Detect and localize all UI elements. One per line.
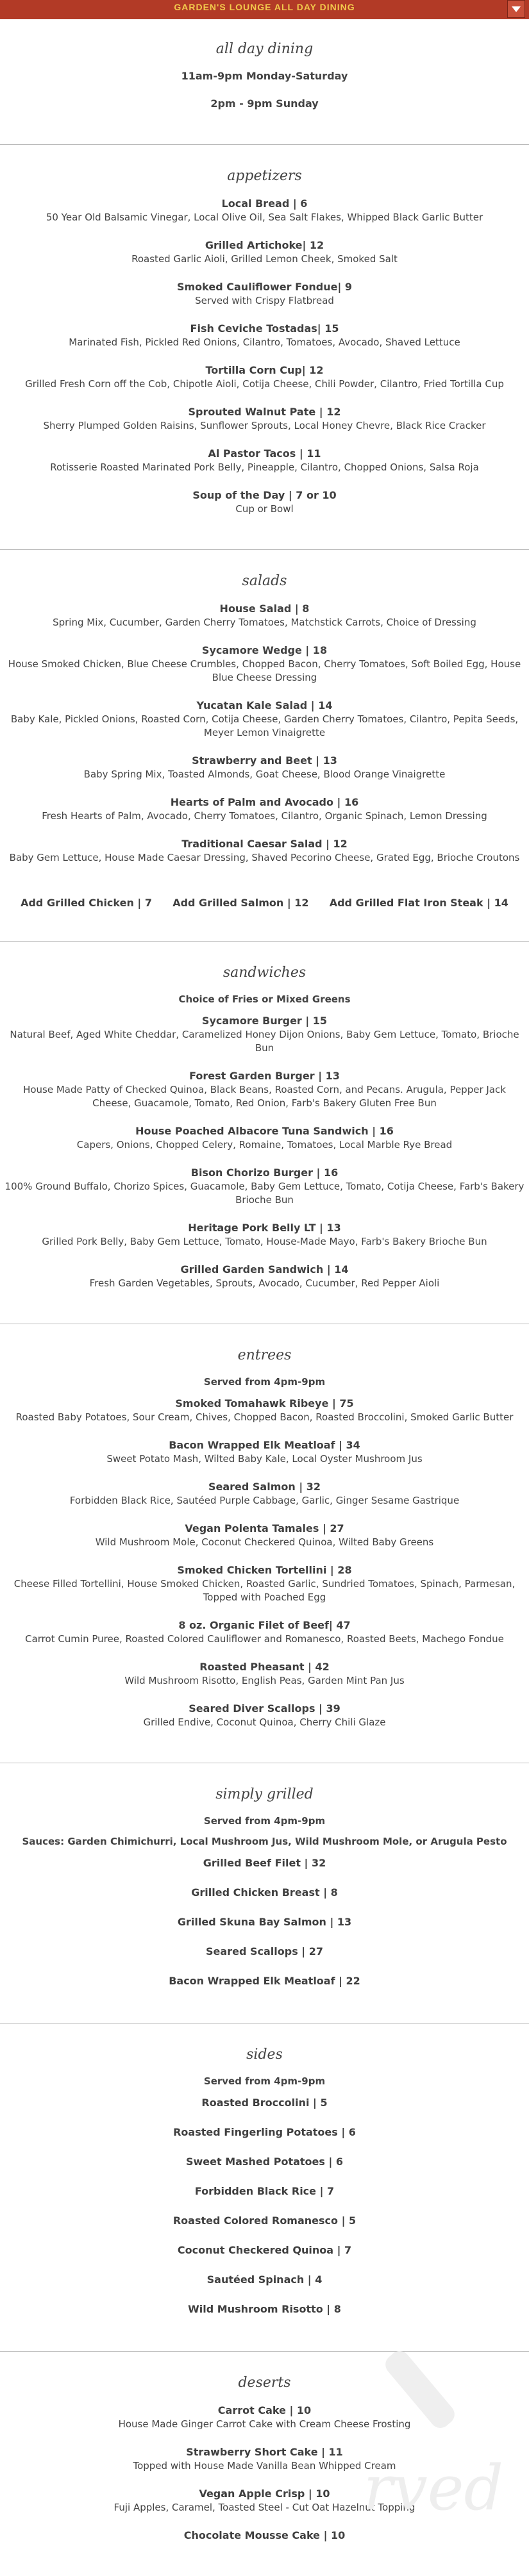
menu-item xyxy=(0,1480,529,1508)
item-name: Roasted Pheasant | 42 xyxy=(199,1661,330,1673)
section-note: Served from 4pm-9pm xyxy=(203,1376,326,1388)
section-title: salads xyxy=(242,573,287,589)
item-desc: Sherry Plumped Golden Raisins, Sunflower Sprouts, Local Honey Chevre, Black Rice Cracker xyxy=(43,420,486,431)
menu-item xyxy=(0,1974,529,1988)
item-desc: 100% Ground Buffalo, Chorizo Spices, Guacamole, Baby Gem Lettuce, Tomato, Cotija Cheese, Farb's Bakery Brioche Bun xyxy=(4,1181,525,1206)
page-title: GARDEN'S LOUNGE ALL DAY DINING xyxy=(174,2,355,12)
menu-item xyxy=(0,699,529,740)
section-entrees xyxy=(0,1324,529,1763)
item-name: Bacon Wrapped Elk Meatloaf | 22 xyxy=(169,1975,360,1987)
section-title: sides xyxy=(246,2047,283,2063)
menu-item xyxy=(0,280,529,308)
item-name: Seared Salmon | 32 xyxy=(208,1481,321,1493)
menu-item xyxy=(0,644,529,685)
item-desc: Grilled Pork Belly, Baby Gem Lettuce, Tomato, House-Made Mayo, Farb's Bakery Brioche Bun xyxy=(42,1236,487,1247)
item-name: Traditional Caesar Salad | 12 xyxy=(181,838,348,850)
item-name: Heritage Pork Belly LT | 13 xyxy=(188,1222,341,1234)
item-desc: Grilled Fresh Corn off the Cob, Chipotle Aioli, Cotija Cheese, Chili Powder, Cilantro, Fried Tortilla Cup xyxy=(25,378,504,390)
item-name: Seared Scallops | 27 xyxy=(206,1945,323,1957)
section-sandwiches xyxy=(0,941,529,1324)
item-name: Vegan Apple Crisp | 10 xyxy=(199,2488,330,2500)
section-note: Served from 4pm-9pm xyxy=(203,2075,326,2087)
menu-item xyxy=(0,1069,529,1110)
item-name: Bacon Wrapped Elk Meatloaf | 34 xyxy=(169,1439,360,1451)
item-desc: Roasted Baby Potatoes, Sour Cream, Chives, Chopped Bacon, Roasted Broccolini, Smoked Garlic Butter xyxy=(15,1411,514,1423)
menu-item xyxy=(0,1702,529,1729)
addon-item: Add Grilled Salmon | 12 xyxy=(172,897,309,909)
item-desc: 50 Year Old Balsamic Vinegar, Local Olive Oil, Sea Salt Flakes, Whipped Black Garlic Butter xyxy=(46,212,483,223)
item-name: Smoked Chicken Tortellini | 28 xyxy=(177,1564,352,1576)
menu-item xyxy=(0,2096,529,2110)
item-name: Sycamore Wedge | 18 xyxy=(201,644,328,656)
menu-item xyxy=(0,1522,529,1549)
menu-item xyxy=(0,2155,529,2169)
chevron-down-icon xyxy=(512,6,521,12)
item-name: Soup of the Day | 7 or 10 xyxy=(192,489,337,501)
item-name: Chocolate Mousse Cake | 10 xyxy=(183,2529,346,2541)
item-desc: Topped with House Made Vanilla Bean Whipped Cream xyxy=(133,2460,396,2472)
menu-item xyxy=(0,363,529,391)
menu-item xyxy=(0,1438,529,1466)
item-desc: Served with Crispy Flatbread xyxy=(195,295,334,306)
item-name: Carrot Cake | 10 xyxy=(217,2404,312,2416)
section-title: entrees xyxy=(237,1347,292,1363)
menu-item xyxy=(0,405,529,433)
section-title: appetizers xyxy=(227,168,302,184)
item-desc: Spring Mix, Cucumber, Garden Cherry Tomatoes, Matchstick Carrots, Choice of Dressing xyxy=(53,617,476,628)
item-desc: Fuji Apples, Caramel, Toasted Steel - Cut Oat Hazelnut Topping xyxy=(113,2502,416,2513)
section-title: sandwiches xyxy=(223,965,306,981)
menu-item xyxy=(0,2487,529,2514)
menu-item xyxy=(0,1397,529,1424)
addon-item: Add Grilled Chicken | 7 xyxy=(21,897,152,909)
item-name: Strawberry and Beet | 13 xyxy=(192,754,337,767)
item-desc: Grilled Endive, Coconut Quinoa, Cherry Chili Glaze xyxy=(143,1716,386,1728)
brand-watermark: rved xyxy=(363,2452,503,2524)
item-desc: Capers, Onions, Chopped Celery, Romaine, Tomatoes, Local Marble Rye Bread xyxy=(76,1139,453,1151)
menu-item xyxy=(0,2214,529,2228)
section-simply-grilled xyxy=(0,1763,529,2023)
item-desc: Baby Spring Mix, Toasted Almonds, Goat Cheese, Blood Orange Vinaigrette xyxy=(83,769,446,780)
item-name: Bison Chorizo Burger | 16 xyxy=(190,1167,339,1179)
item-desc: Cup or Bowl xyxy=(235,503,294,515)
menu-item xyxy=(0,1945,529,1959)
menu-item xyxy=(0,2302,529,2316)
section-all-day xyxy=(0,19,529,144)
menu-item xyxy=(0,488,529,516)
item-name: Smoked Tomahawk Ribeye | 75 xyxy=(175,1397,354,1409)
item-name: 8 oz. Organic Filet of Beef| 47 xyxy=(178,1619,351,1631)
item-name: Grilled Beef Filet | 32 xyxy=(203,1857,326,1869)
section-title: all day dining xyxy=(215,41,314,57)
item-name: Al Pastor Tacos | 11 xyxy=(208,447,321,460)
item-desc: Fresh Hearts of Palm, Avocado, Cherry Tomatoes, Cilantro, Organic Spinach, Lemon Dressing xyxy=(42,810,487,822)
item-name: Sprouted Walnut Pate | 12 xyxy=(188,406,341,418)
item-name: House Poached Albacore Tuna Sandwich | 16 xyxy=(135,1125,394,1137)
item-name: Roasted Broccolini | 5 xyxy=(201,2097,328,2109)
addon-item: Add Grilled Flat Iron Steak | 14 xyxy=(329,897,508,909)
item-desc: House Made Patty of Checked Quinoa, Black Beans, Roasted Corn, and Pecans. Arugula, Pepper Jack Cheese, Guacamole, Tomato, Red Onion, Farb's Bakery Gluten Free Bun xyxy=(23,1084,506,1109)
item-desc: Wild Mushroom Risotto, English Peas, Garden Mint Pan Jus xyxy=(124,1675,405,1686)
item-name: Wild Mushroom Risotto | 8 xyxy=(188,2303,341,2315)
section-appetizers xyxy=(0,144,529,549)
menu-item xyxy=(0,1915,529,1929)
menu-item xyxy=(0,2445,529,2473)
hours-line: 11am-9pm Monday-Saturday xyxy=(181,70,348,82)
salad-addons xyxy=(10,897,519,909)
item-name: Grilled Skuna Bay Salmon | 13 xyxy=(177,1916,352,1928)
menu-item xyxy=(0,754,529,781)
item-desc: Rotisserie Roasted Marinated Pork Belly, Pineapple, Cilantro, Chopped Onions, Salsa Roja xyxy=(50,461,479,473)
menu-item xyxy=(0,2529,529,2543)
item-desc: Cheese Filled Tortellini, House Smoked Chicken, Roasted Garlic, Sundried Tomatoes, Spinach, Parmesan, Topped with Poached Egg xyxy=(13,1578,516,1603)
item-desc: House Made Ginger Carrot Cake with Cream Cheese Frosting xyxy=(118,2418,411,2430)
item-desc: Natural Beef, Aged White Cheddar, Caramelized Honey Dijon Onions, Baby Gem Lettuce, Tomato, Brioche Bun xyxy=(10,1029,519,1054)
item-name: Fish Ceviche Tostadas| 15 xyxy=(190,322,339,335)
menu-item xyxy=(0,1886,529,1900)
item-desc: Baby Kale, Pickled Onions, Roasted Corn, Cotija Cheese, Garden Cherry Tomatoes, Cilantro, Pepita Seeds, Meyer Lemon Vinaigrette xyxy=(10,713,519,738)
item-name: Yucatan Kale Salad | 14 xyxy=(196,699,333,711)
section-salads xyxy=(0,549,529,941)
item-desc: Sweet Potato Mash, Wilted Baby Kale, Local Oyster Mushroom Jus xyxy=(106,1453,423,1465)
section-note: Choice of Fries or Mixed Greens xyxy=(178,993,351,1005)
section-note: Served from 4pm-9pm xyxy=(203,1815,326,1827)
item-name: Roasted Colored Romanesco | 5 xyxy=(172,2215,357,2227)
item-name: Hearts of Palm and Avocado | 16 xyxy=(170,796,359,808)
item-desc: Wild Mushroom Mole, Coconut Checkered Quinoa, Wilted Baby Greens xyxy=(95,1536,434,1548)
item-desc: Baby Gem Lettuce, House Made Caesar Dressing, Shaved Pecorino Cheese, Grated Egg, Brioche Croutons xyxy=(9,852,520,863)
hours-line: 2pm - 9pm Sunday xyxy=(210,97,319,110)
item-name: Grilled Garden Sandwich | 14 xyxy=(180,1263,349,1276)
item-name: Vegan Polenta Tamales | 27 xyxy=(185,1522,344,1534)
item-desc: Fresh Garden Vegetables, Sprouts, Avocado, Cucumber, Red Pepper Aioli xyxy=(89,1277,440,1289)
item-name: Coconut Checkered Quinoa | 7 xyxy=(177,2244,352,2256)
menu-item xyxy=(0,1221,529,1249)
section-title: simply grilled xyxy=(215,1786,314,1802)
item-name: Grilled Chicken Breast | 8 xyxy=(191,1886,338,1899)
item-name: Grilled Artichoke| 12 xyxy=(205,239,324,251)
menu-item xyxy=(0,2243,529,2257)
section-sides xyxy=(0,2023,529,2351)
sauces-note: Sauces: Garden Chimichurri, Local Mushroom Jus, Wild Mushroom Mole, or Arugula Pesto xyxy=(22,1836,507,1847)
item-name: Sweet Mashed Potatoes | 6 xyxy=(185,2156,344,2168)
item-name: Roasted Fingerling Potatoes | 6 xyxy=(173,2126,356,2138)
dropdown-toggle-button[interactable] xyxy=(507,0,525,18)
item-desc: Carrot Cumin Puree, Roasted Colored Cauliflower and Romanesco, Roasted Beets, Machego Fondue xyxy=(25,1633,504,1645)
menu-item xyxy=(0,1660,529,1688)
menu-item xyxy=(0,1166,529,1207)
menu-item xyxy=(0,795,529,823)
item-name: Seared Diver Scallops | 39 xyxy=(189,1702,340,1715)
item-name: Smoked Cauliflower Fondue| 9 xyxy=(176,281,353,293)
menu-item xyxy=(0,1263,529,1290)
item-name: Sycamore Burger | 15 xyxy=(201,1015,328,1027)
menu-item xyxy=(0,1563,529,1604)
menu-item xyxy=(0,197,529,224)
menu-item xyxy=(0,322,529,349)
item-desc: Roasted Garlic Aioli, Grilled Lemon Cheek, Smoked Salt xyxy=(131,253,398,265)
menu-content xyxy=(0,19,529,2576)
menu-item xyxy=(0,1618,529,1646)
item-name: Local Bread | 6 xyxy=(221,197,308,210)
menu-item xyxy=(0,238,529,266)
menu-item xyxy=(0,1014,529,1055)
item-name: Sautéed Spinach | 4 xyxy=(206,2273,323,2286)
section-deserts xyxy=(0,2351,529,2576)
menu-item xyxy=(0,602,529,629)
item-name: Forbidden Black Rice | 7 xyxy=(194,2185,335,2197)
menu-item xyxy=(0,447,529,474)
section-title: deserts xyxy=(238,2375,291,2391)
menu-item xyxy=(0,1856,529,1870)
menu-item xyxy=(0,837,529,865)
menu-item xyxy=(0,2184,529,2198)
item-name: House Salad | 8 xyxy=(219,602,310,615)
menu-item xyxy=(0,1124,529,1152)
top-bar xyxy=(0,0,529,19)
item-desc: House Smoked Chicken, Blue Cheese Crumbles, Chopped Bacon, Cherry Tomatoes, Soft Boiled Egg, House Blue Cheese Dressing xyxy=(8,658,521,683)
item-desc: Marinated Fish, Pickled Red Onions, Cilantro, Tomatoes, Avocado, Shaved Lettuce xyxy=(69,337,460,348)
menu-item xyxy=(0,2273,529,2287)
item-name: Strawberry Short Cake | 11 xyxy=(186,2446,343,2458)
item-desc: Forbidden Black Rice, Sautéed Purple Cabbage, Garlic, Ginger Sesame Gastrique xyxy=(69,1495,460,1506)
menu-item xyxy=(0,2125,529,2140)
item-name: Tortilla Corn Cup| 12 xyxy=(205,364,324,376)
item-name: Forest Garden Burger | 13 xyxy=(189,1070,340,1082)
